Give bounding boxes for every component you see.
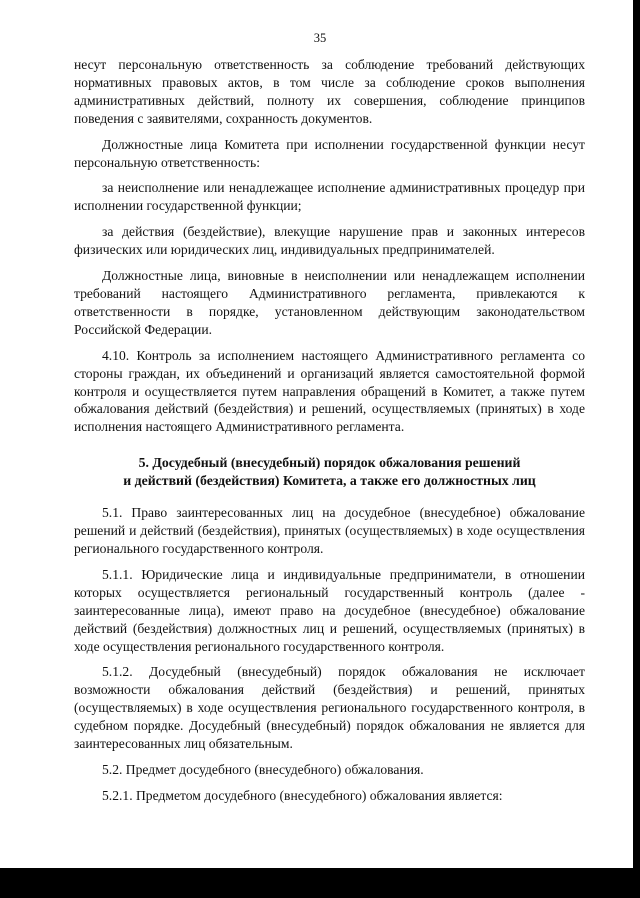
section-5-heading <box>74 454 585 490</box>
scan-edge-bottom <box>0 868 640 898</box>
paragraph-5-1: 5.1. Право заинтересованных лиц на досудебное (внесудебное) обжалование решений и действий (бездействия), принятых (осуществляемых) в ходе осуществления регионального государственного контроля. <box>74 505 585 557</box>
section-5-heading-line-1: 5. Досудебный (внесудебный) порядок обжалования решений <box>138 455 521 471</box>
scan-edge-right <box>633 0 640 898</box>
paragraph-nonperformance: за неисполнение или ненадлежащее исполнение административных процедур при исполнении государственной функции; <box>74 180 585 214</box>
paragraph-5-1-1: 5.1.1. Юридические лица и индивидуальные предприниматели, в отношении которых осуществляется региональный государственный контроль (далее - заинтересованные лица), имеют право на досудебное (внесудебное) обжалование действий (бездействия) должностных лиц и решений, осуществляемых (принятых) в ходе осуществления регионального государственного контроля. <box>74 566 585 654</box>
document-body <box>74 56 585 813</box>
paragraph-rights-violation: за действия (бездействие), влекущие нарушение прав и законных интересов физических или юридических лиц, индивидуальных предпринимателей. <box>74 224 585 258</box>
paragraph-liability: Должностные лица, виновные в неисполнении или ненадлежащем исполнении требований настоящего Административного регламента, привлекаются к ответственности в порядке, установленном действующим законодательством Российской Федерации. <box>74 268 585 337</box>
paragraph-5-2-1: 5.2.1. Предметом досудебного (внесудебного) обжалования является: <box>102 787 503 803</box>
paragraph-5-1-2: 5.1.2. Досудебный (внесудебный) порядок обжалования не исключает возможности обжалования действий (бездействия) и решений, принятых (осуществляемых) в ходе осуществления регионального государственного контроля, в судебном порядке. Досудебный (внесудебный) порядок обжалования не является для заинтересованных лиц обязательным. <box>74 664 585 752</box>
paragraph-responsibility-continued: несут персональную ответственность за соблюдение требований действующих нормативных правовых актов, в том числе за соблюдение сроков выполнения административных действий, полноту их совершения, соблюдение принципов поведения с заявителями, сохранность документов. <box>74 57 585 126</box>
paragraph-4-10-public-control: 4.10. Контроль за исполнением настоящего Административного регламента со стороны граждан, их объединений и организаций является самостоятельной формой контроля и осуществляется путем направления обращений в Комитет, а также путем обжалования действий (бездействия) и решений, осуществляемых (принятых) в ходе исполнения настоящего Административного регламента. <box>74 347 585 435</box>
page-number: 35 <box>313 31 327 45</box>
paragraph-5-2: 5.2. Предмет досудебного (внесудебного) обжалования. <box>102 762 424 777</box>
paragraph-officials-responsibility: Должностные лица Комитета при исполнении государственной функции несут персональную ответственность: <box>74 136 585 170</box>
section-5-heading-line-2: и действий (бездействия) Комитета, а также его должностных лиц <box>123 473 536 489</box>
